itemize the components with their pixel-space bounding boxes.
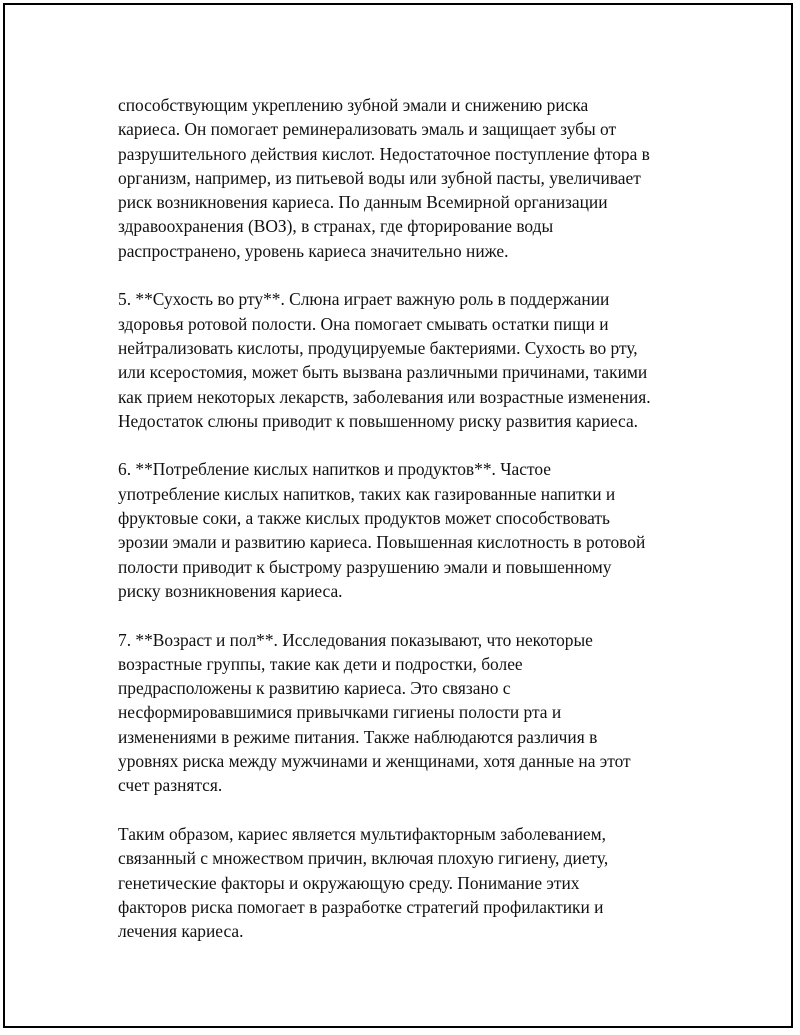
text-line: риску возникновения кариеса. xyxy=(118,580,343,601)
text-line: генетические факторы и окружающую среду. Понимание этих xyxy=(118,872,580,893)
text-line: разрушительного действия кислот. Недостаточное поступление фтора в xyxy=(118,143,650,164)
paragraph-age-gender xyxy=(118,628,698,798)
paragraph-fluoride xyxy=(118,93,698,263)
text-line: фруктовые соки, а также кислых продуктов может способствовать xyxy=(118,508,610,529)
paragraph-conclusion xyxy=(118,822,698,943)
text-line: изменениями в режиме питания. Также наблюдаются различия в xyxy=(118,726,598,747)
text-line: полости приводит к быстрому разрушению эмали и повышенному xyxy=(118,556,612,577)
text-line: распространено, уровень кариеса значительно ниже. xyxy=(118,240,509,261)
text-line: нейтрализовать кислоты, продуцируемые бактериями. Сухость во рту, xyxy=(118,337,638,358)
text-line: риск возникновения кариеса. По данным Всемирной организации xyxy=(118,192,608,213)
text-line: употребление кислых напитков, таких как газированные напитки и xyxy=(118,483,616,504)
text-line: кариеса. Он помогает реминерализовать эмаль и защищает зубы от xyxy=(118,119,617,140)
text-line: 5. **Сухость во рту**. Слюна играет важную роль в поддержании xyxy=(118,289,610,310)
text-line: несформировавшимися привычками гигиены полости рта и xyxy=(118,702,562,723)
text-line: 7. **Возраст и пол**. Исследования показывают, что некоторые xyxy=(118,629,593,650)
text-line: 6. **Потребление кислых напитков и продуктов**. Частое xyxy=(118,459,551,480)
text-line: организм, например, из питьевой воды или зубной пасты, увеличивает xyxy=(118,167,641,188)
text-line: Таким образом, кариес является мультифакторным заболеванием, xyxy=(118,823,606,844)
text-line: как прием некоторых лекарств, заболевания или возрастные изменения. xyxy=(118,386,651,407)
text-line: Недостаток слюны приводит к повышенному риску развития кариеса. xyxy=(118,410,639,431)
text-line: счет разнятся. xyxy=(118,775,223,796)
text-line: факторов риска помогает в разработке стратегий профилактики и xyxy=(118,896,604,917)
text-line: предрасположены к развитию кариеса. Это связано с xyxy=(118,678,511,699)
text-line: здравоохранения (ВОЗ), в странах, где фторирование воды xyxy=(118,216,554,237)
text-line: способствующим укреплению зубной эмали и снижению риска xyxy=(118,95,589,115)
text-line: уровнях риска между мужчинами и женщинами, хотя данные на этот xyxy=(118,751,631,772)
paragraph-dry-mouth xyxy=(118,287,698,433)
document-body xyxy=(118,93,698,968)
text-line: связанный с множеством причин, включая плохую гигиену, диету, xyxy=(118,848,609,869)
text-line: лечения кариеса. xyxy=(118,921,244,942)
text-line: или ксеростомия, может быть вызвана различными причинами, такими xyxy=(118,362,648,383)
text-line: эрозии эмали и развитию кариеса. Повышенная кислотность в ротовой xyxy=(118,532,646,553)
paragraph-acidic-drinks xyxy=(118,457,698,603)
text-line: здоровья ротовой полости. Она помогает смывать остатки пищи и xyxy=(118,313,609,334)
text-line: возрастные группы, такие как дети и подростки, более xyxy=(118,653,523,674)
